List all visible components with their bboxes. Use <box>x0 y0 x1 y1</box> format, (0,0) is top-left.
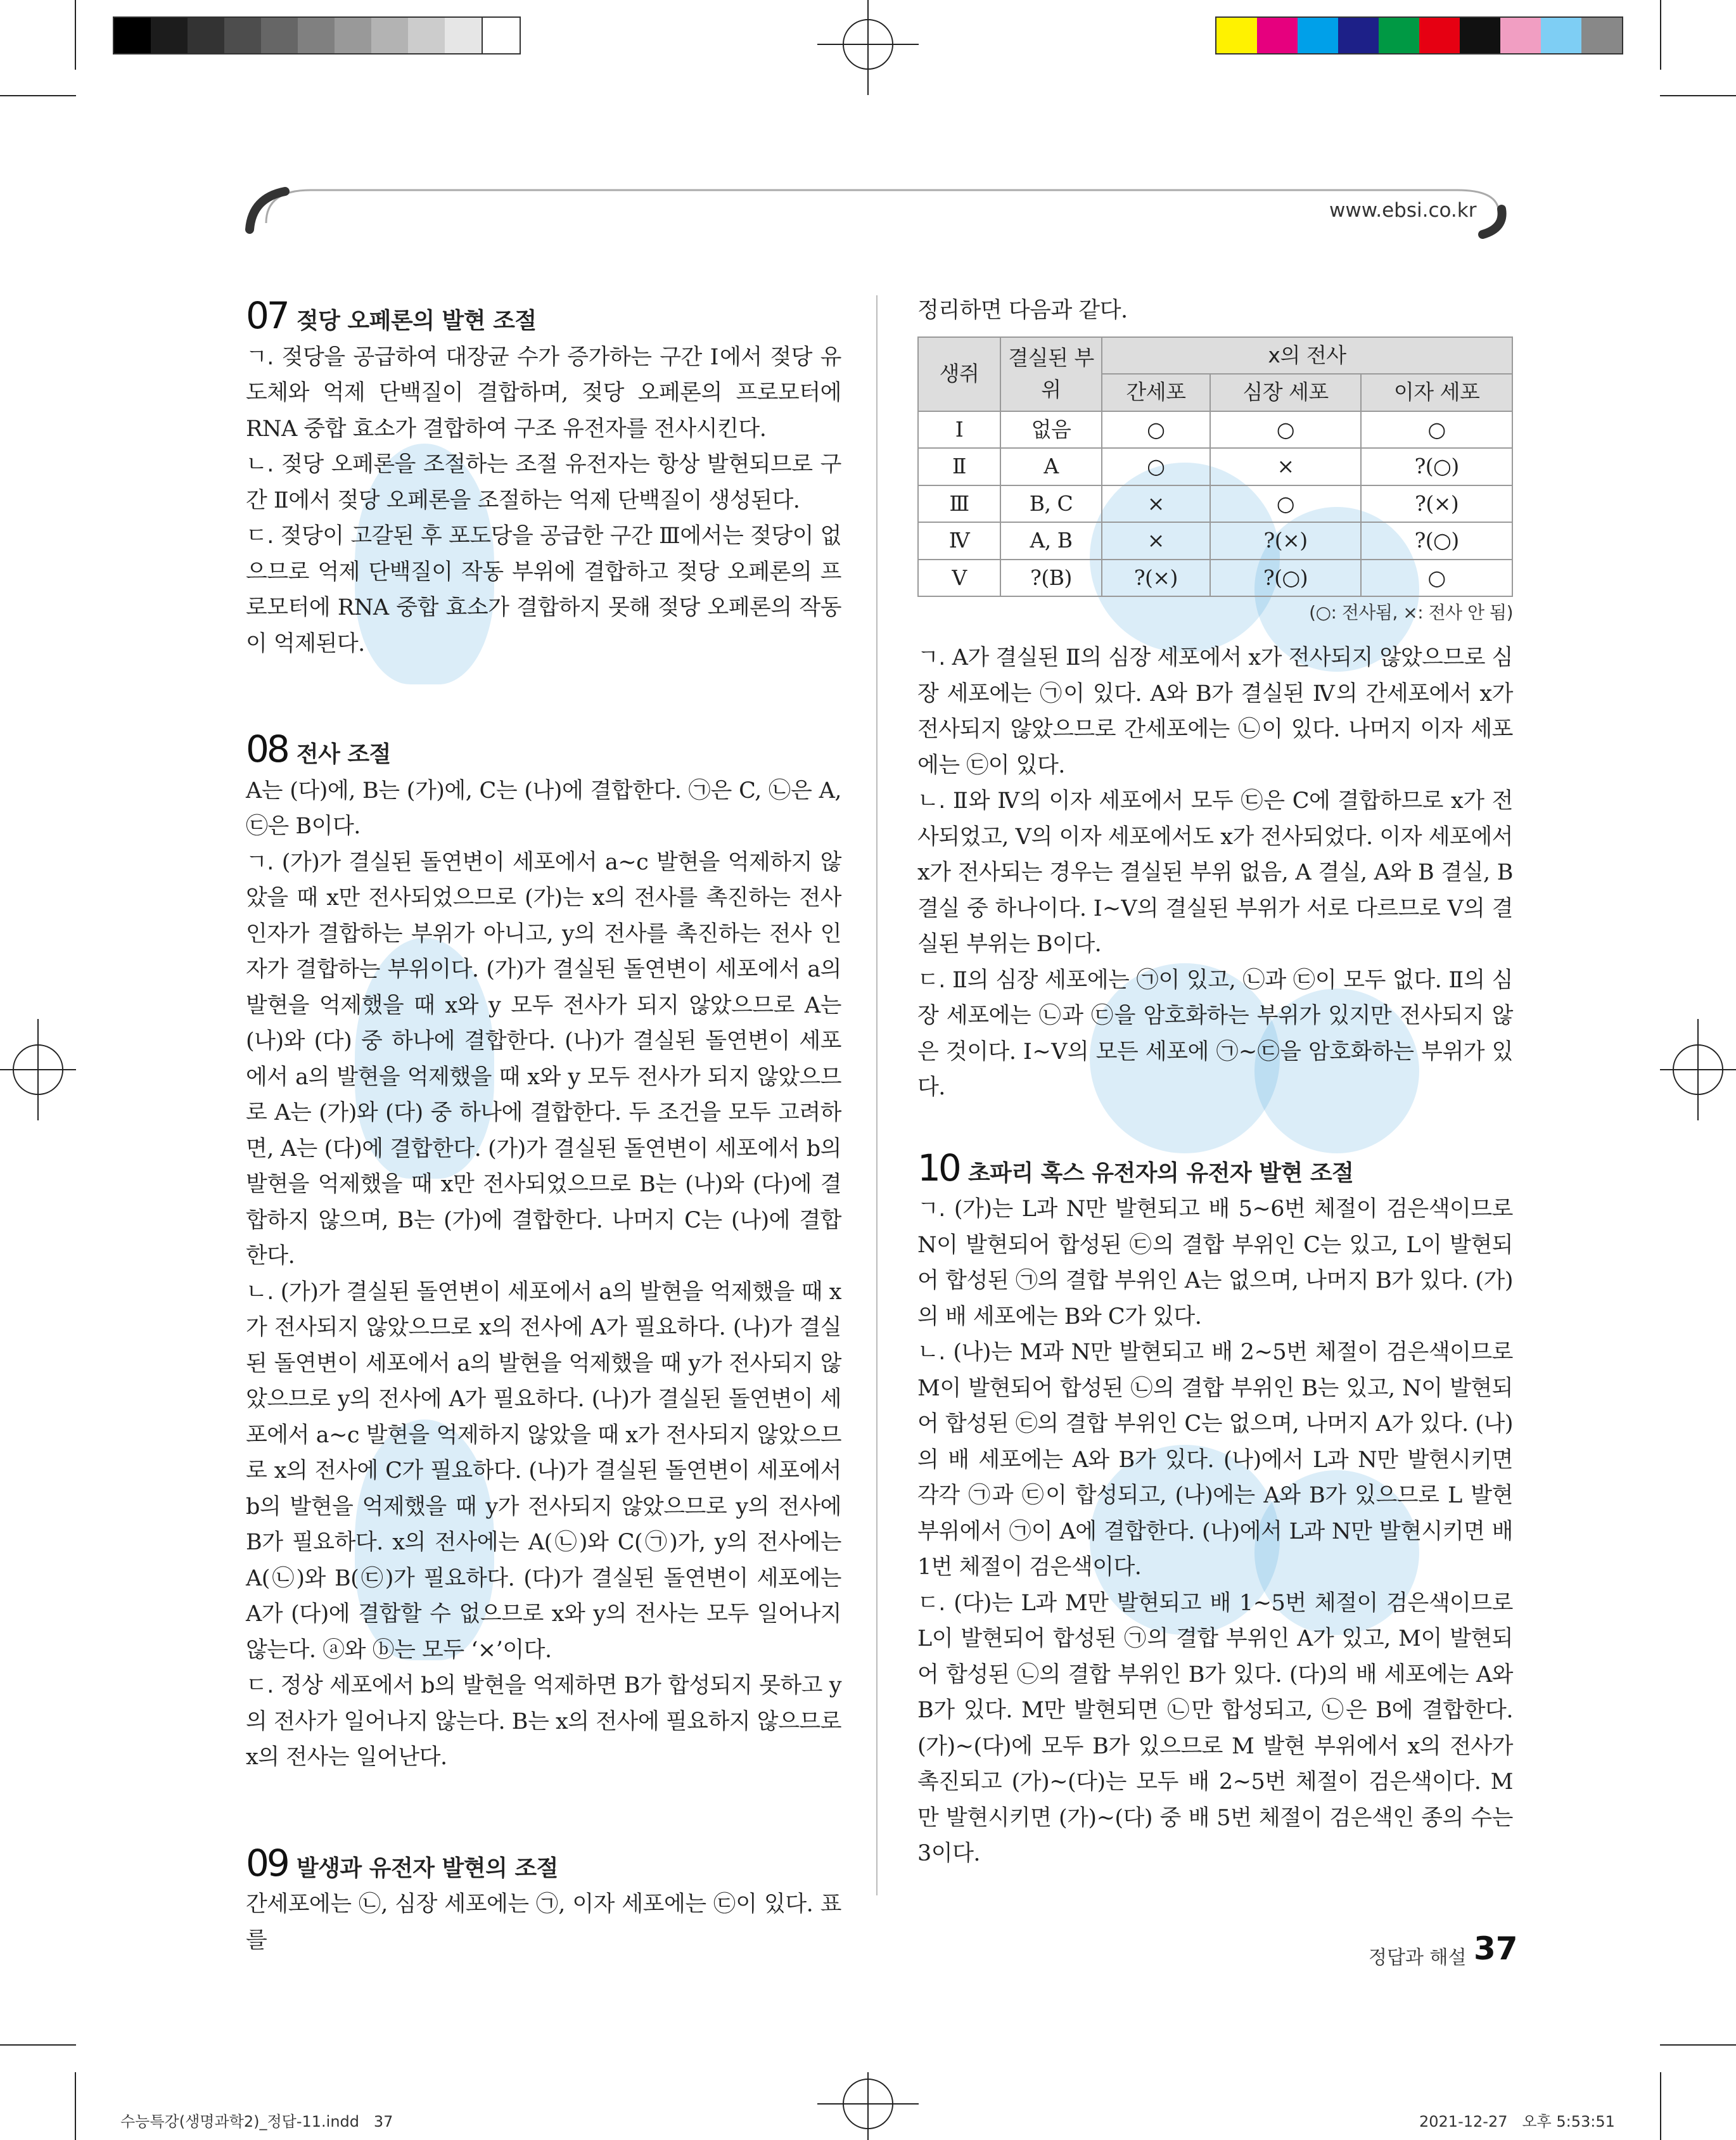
q8-heading: 08 전사 조절 <box>246 727 391 771</box>
table-row: Ⅴ ?(B) ?(×) ?(○) ○ <box>918 560 1512 597</box>
th-liver: 간세포 <box>1102 374 1210 411</box>
footer-label: 정답과 해설 <box>1369 1947 1467 1969</box>
q9-heading: 09 발생과 유전자 발현의 조절 <box>246 1841 558 1885</box>
th-transcription: x의 전사 <box>1102 337 1512 375</box>
registration-mark <box>843 2072 893 2140</box>
q10-item-c: ㄷ. (다)는 L과 M만 발현되고 배 1~5번 체절이 검은색이므로 L이 발현되어 합성된 ㉠의 결합 부위인 A가 있고, M이 발현되어 합성된 ㉡의 결합 부위인 B가 있다. (다)의 배 세포에는 A와 B가 있다. M만 발현되면 ㉡만 합성되고, ㉡은 B에 결합한다. (가)~(다)에 모두 B가 있으므로 M 발현 부위에서 x의 전사가 촉진되고 (가)~(다)는 모두 배 2~5번 체절이 검은색이다. M만 발현시키면 (가)~(다) 중 배 5번 체절이 검은색인 종의 수는 3이다. <box>917 1590 1513 1866</box>
th-mouse: 생쥐 <box>918 337 1000 411</box>
q9-continued: 정리하면 다음과 같다. <box>917 298 1128 323</box>
page-number: 37 <box>1474 1930 1518 1967</box>
q7-item-a: ㄱ. 젖당을 공급하여 대장균 수가 증가하는 구간 Ⅰ에서 젖당 유도체와 억제 단백질이 결합하며, 젖당 오페론의 프로모터에 RNA 중합 효소가 결합하여 구조 유전자를 전사시킨다. <box>246 344 841 442</box>
table-row: Ⅱ A ○ × ?(○) <box>918 448 1512 485</box>
q7-item-b: ㄴ. 젖당 오페론을 조절하는 조절 유전자는 항상 발현되므로 구간 Ⅱ에서 젖당 오페론을 조절하는 억제 단백질이 생성된다. <box>246 452 841 513</box>
crop-mark <box>75 0 76 70</box>
q8-item-b: ㄴ. (가)가 결실된 돌연변이 세포에서 a의 발현을 억제했을 때 x가 전사되지 않았으므로 x의 전사에 A가 필요하다. (나)가 결실된 돌연변이 세포에서 a의 발현을 억제했을 때 y가 전사되지 않았으므로 y의 전사에 A가 필요하다. (나)가 결실된 돌연변이 세포에서 a~c 발현을 억제하지 않았을 때 x가 전사되지 않았으므로 x의 전사에 C가 필요하다. (나)가 결실된 돌연변이 세포에서 b의 발현을 억제했을 때 y가 전사되지 않았으므로 y의 전사에 B가 필요하다. x의 전사에는 A(㉡)와 C(㉠)가, y의 전사에는 A(㉡)와 B(㉢)가 필요하다. (다)가 결실된 돌연변이 세포에는 A가 (다)에 결합할 수 없으므로 x와 y의 전사는 모두 일어나지 않는다. ⓐ와 ⓑ는 모두 ‘×’이다. <box>246 1279 841 1663</box>
th-pancreas: 이자 세포 <box>1361 374 1512 411</box>
q8-intro: A는 (다)에, B는 (가)에, C는 (나)에 결합한다. ㉠은 C, ㉡은 A, ㉢은 B이다. <box>246 778 841 839</box>
q10-item-b: ㄴ. (나)는 M과 N만 발현되고 배 2~5번 체절이 검은색이므로 M이 발현되어 합성된 ㉡의 결합 부위인 B는 있고, N이 발현되어 합성된 ㉢의 결합 부위인 C는 없으며, 나머지 A가 있다. (나)의 배 세포에는 A와 B가 있다. (나)에서 L과 N만 발현시키면 각각 ㉠과 ㉢이 합성되고, (나)에는 A와 B가 있으므로 L 발현 부위에서 ㉠이 A에 결합한다. (나)에서 L과 N만 발현시키면 배 1번 체절이 검은색이다. <box>917 1340 1513 1580</box>
q9-item-b: ㄴ. Ⅱ와 Ⅳ의 이자 세포에서 모두 ㉢은 C에 결합하므로 x가 전사되었고, Ⅴ의 이자 세포에서도 x가 전사되었다. 이자 세포에서 x가 전사되는 경우는 결실된 부위 없음, A 결실, A와 B 결실, B 결실 중 하나이다. Ⅰ~Ⅴ의 결실된 부위가 서로 다르므로 Ⅴ의 결실된 부위는 B이다. <box>917 788 1513 957</box>
registration-mark <box>1660 1044 1736 1095</box>
table-row: Ⅰ 없음 ○ ○ ○ <box>918 411 1512 449</box>
header-url: www.ebsi.co.kr <box>1329 199 1477 222</box>
left-column <box>246 294 841 1958</box>
transcription-table <box>917 336 1513 598</box>
crop-mark <box>1660 95 1736 96</box>
th-heart: 심장 세포 <box>1210 374 1362 411</box>
table-row: Ⅲ B, C × ○ ?(×) <box>918 485 1512 523</box>
print-timestamp: 2021-12-27 오후 5:53:51 <box>1419 2113 1615 2130</box>
q9-intro: 간세포에는 ㉡, 심장 세포에는 ㉠, 이자 세포에는 ㉢이 있다. 표를 <box>246 1892 841 1953</box>
q7-heading: 07 젖당 오페론의 발현 조절 <box>246 294 537 337</box>
crop-mark <box>0 95 76 96</box>
crop-mark <box>0 2044 76 2046</box>
registration-mark <box>843 0 893 95</box>
color-bar <box>1215 16 1623 54</box>
q8-item-c: ㄷ. 정상 세포에서 b의 발현을 억제하면 B가 합성되지 못하고 y의 전사가 일어나지 않는다. B는 x의 전사에 필요하지 않으므로 x의 전사는 일어난다. <box>246 1673 841 1770</box>
right-column <box>917 298 1513 1872</box>
q7-item-c: ㄷ. 젖당이 고갈된 후 포도당을 공급한 구간 Ⅲ에서는 젖당이 없으므로 억제 단백질이 작동 부위에 결합하고 젖당 오페론의 프로모터에 RNA 중합 효소가 결합하지 못해 젖당 오페론의 작동이 억제된다. <box>246 523 841 657</box>
q9-item-c: ㄷ. Ⅱ의 심장 세포에는 ㉠이 있고, ㉡과 ㉢이 모두 없다. Ⅱ의 심장 세포에는 ㉡과 ㉢을 암호화하는 부위가 있지만 전사되지 않은 것이다. Ⅰ~Ⅴ의 모든 세포에 ㉠~㉢을 암호화하는 부위가 있다. <box>917 967 1513 1100</box>
header-arc <box>241 184 1521 241</box>
crop-mark <box>75 2072 76 2140</box>
q8-item-a: ㄱ. (가)가 결실된 돌연변이 세포에서 a~c 발현을 억제하지 않았을 때 x만 전사되었으므로 (가)는 x의 전사를 촉진하는 전사 인자가 결합하는 부위가 아니고, y의 전사를 촉진하는 전사 인자가 결합하는 부위이다. (가)가 결실된 돌연변이 세포에서 a의 발현을 억제했을 때 x와 y 모두 전사가 되지 않았으므로 A는 (나)와 (다) 중 하나에 결합한다. (나)가 결실된 돌연변이 세포에서 a의 발현을 억제했을 때 x와 y 모두 전사가 되지 않았으므로 A는 (가)와 (다) 중 하나에 결합한다. 두 조건을 모두 고려하면, A는 (다)에 결합한다. (가)가 결실된 돌연변이 세포에서 b의 발현을 억제했을 때 x만 전사되었으므로 B는 (나)와 (다)에 결합하지 않으며, B는 (가)에 결합한다. 나머지 C는 (나)에 결합한다. <box>246 849 841 1269</box>
file-name: 수능특강(생명과학2)_정답-11.indd 37 <box>120 2113 393 2130</box>
table-note: (○: 전사됨, ×: 전사 안 됨) <box>1309 602 1513 623</box>
q10-item-a: ㄱ. (가)는 L과 N만 발현되고 배 5~6번 체절이 검은색이므로 N이 발현되어 합성된 ㉢의 결합 부위인 C는 있고, L이 발현되어 합성된 ㉠의 결합 부위인 A는 없으며, 나머지 B가 있다. (가)의 배 세포에는 B와 C가 있다. <box>917 1196 1513 1329</box>
th-site: 결실된 부위 <box>1000 337 1102 411</box>
q9-item-a: ㄱ. A가 결실된 Ⅱ의 심장 세포에서 x가 전사되지 않았으므로 심장 세포에는 ㉠이 있다. A와 B가 결실된 Ⅳ의 간세포에서 x가 전사되지 않았으므로 간세포에는 ㉡이 있다. 나머지 이자 세포에는 ㉢이 있다. <box>917 645 1513 778</box>
grayscale-bar <box>113 16 521 54</box>
crop-mark <box>1660 2044 1736 2046</box>
column-divider <box>876 295 878 1895</box>
table-row: Ⅳ A, B × ?(×) ?(○) <box>918 522 1512 560</box>
crop-mark <box>1660 2072 1661 2140</box>
registration-mark <box>0 1044 76 1095</box>
q10-heading: 10 초파리 혹스 유전자의 유전자 발현 조절 <box>917 1146 1354 1189</box>
crop-mark <box>1660 0 1661 70</box>
